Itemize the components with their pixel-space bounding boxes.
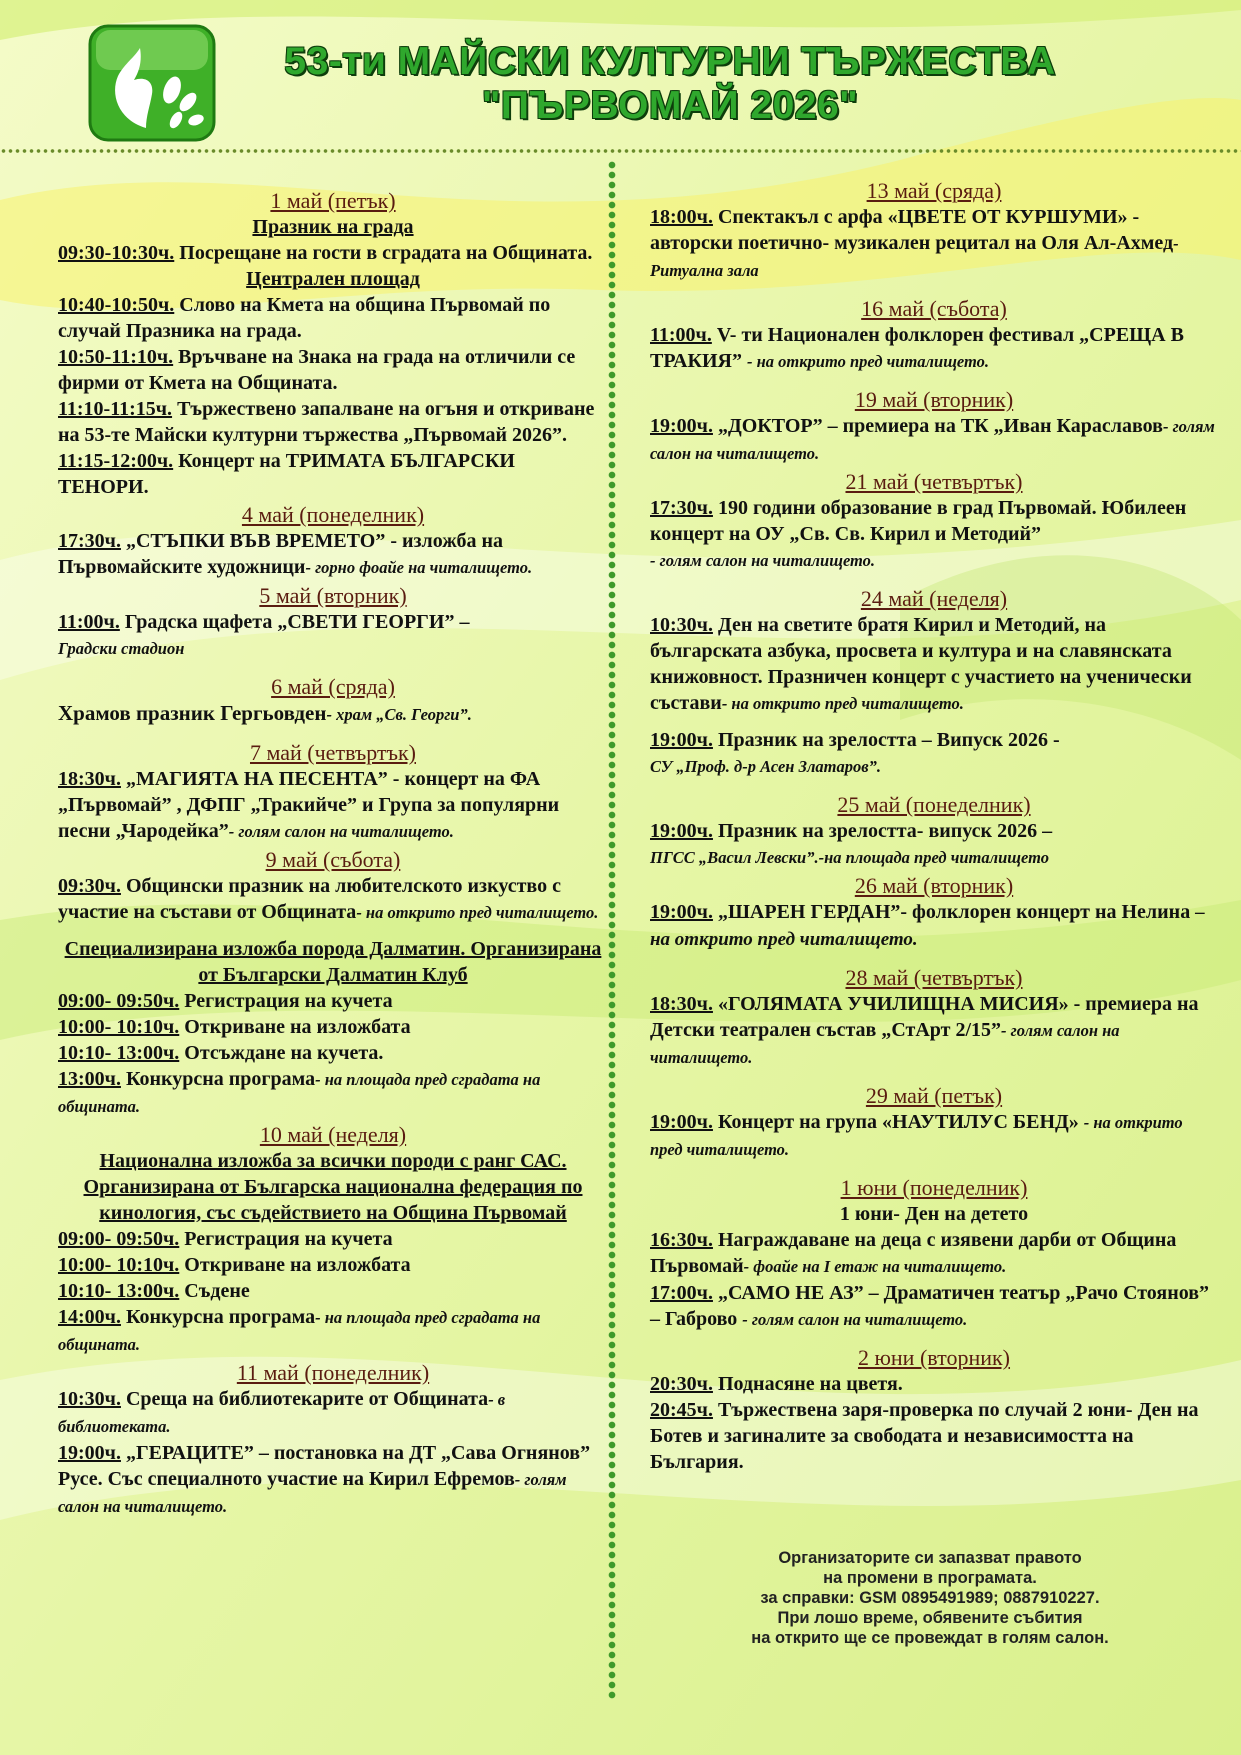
event-place: - голям салон на читалището. <box>58 1470 567 1516</box>
event-text: Общински празник на любителското изкуство с участие на състави от Общината <box>58 875 561 923</box>
event-text: Градска щафета „СВЕТИ ГЕОРГИ” – <box>119 611 470 633</box>
event-entry <box>58 873 608 926</box>
event-time: 13:00ч. <box>58 1068 121 1090</box>
date-heading: 9 май (събота) <box>265 847 401 872</box>
event-time: 10:10- 13:00ч. <box>58 1042 180 1064</box>
event-place: - на открито пред читалището. <box>721 694 964 713</box>
column-divider <box>607 160 617 1700</box>
event-text: Съдене <box>179 1280 250 1302</box>
event-time: 10:50-11:10ч. <box>58 346 174 368</box>
date-heading: 1 май (петък) <box>270 188 396 213</box>
date-heading: 26 май (вторник) <box>854 873 1014 898</box>
event-time: 14:00ч. <box>58 1306 121 1328</box>
event-text: „ШАРЕН ГЕРДАН”- фолклорен концерт на Нелина <box>712 901 1191 923</box>
event-entry <box>650 899 1218 953</box>
event-text: Храмов празник Гергьовден <box>58 701 327 725</box>
event-place: - голям салон на читалището. <box>650 551 876 570</box>
event-entry <box>650 1371 1218 1397</box>
date-heading: 2 юни (вторник) <box>857 1345 1011 1370</box>
event-entry <box>58 396 608 448</box>
event-time: 10:30ч. <box>58 1388 121 1410</box>
event-time: 18:30ч. <box>58 768 121 790</box>
event-time: 18:30ч. <box>650 993 713 1015</box>
event-entry <box>58 988 608 1014</box>
event-text: Ден на светите братя Кирил и Методий, на българската азбука, просвета и култура и на славянската книжовност. Празничен концерт с участието на ученически състави <box>650 614 1192 714</box>
event-text: Концерт на ТРИМАТА БЪЛГАРСКИ ТЕНОРИ. <box>58 450 515 498</box>
event-text: „МАГИЯТА НА ПЕСЕНТА” - концерт на ФА „Първомай” , ДФПГ „Тракийче” и Група за популярни песни „Чародейка” <box>58 768 560 842</box>
section-subheading: Специализирана изложба порода Далматин. Организирана от Български Далматин Клуб <box>64 938 602 986</box>
event-place: СУ „Проф. д-р Асен Златаров”. <box>650 757 882 776</box>
event-time: 10:40-10:50ч. <box>58 294 175 316</box>
event-place: - на открито пред читалището. <box>356 903 599 922</box>
section-subheading: 1 юни- Ден на детето <box>839 1203 1029 1225</box>
event-entry <box>58 1040 608 1066</box>
event-time: 17:30ч. <box>650 497 713 519</box>
event-time: 20:45ч. <box>650 1399 713 1421</box>
date-heading: 1 юни (понеделник) <box>840 1175 1028 1200</box>
date-heading: 28 май (четвъртък) <box>845 965 1023 990</box>
date-heading: 10 май (неделя) <box>259 1122 407 1147</box>
event-text: „САМО НЕ АЗ” – Драматичен театър „Рачо Стоянов” – Габрово <box>650 1282 1210 1330</box>
event-text: Спектакъл с арфа «ЦВЕТЕ ОТ КУРШУМИ» - авторски поетично- музикален рецитал на Оля Ал-Ахмед <box>650 206 1174 254</box>
event-text: Празник на зрелостта – Випуск 2026 - <box>712 729 1060 751</box>
event-text: Откриване на изложбата <box>179 1016 411 1038</box>
event-entry <box>58 609 608 662</box>
event-time: 19:00ч. <box>650 820 713 842</box>
event-entry <box>650 1227 1218 1280</box>
event-time: 19:00ч. <box>650 901 713 923</box>
event-time: 10:00- 10:10ч. <box>58 1254 180 1276</box>
event-time: 20:30ч. <box>650 1373 713 1395</box>
event-time: 19:00ч. <box>650 729 713 751</box>
event-text: 190 години образование в град Първомай. Юбилеен концерт на ОУ „Св. Св. Кирил и Методий” <box>650 497 1187 545</box>
date-heading: 19 май (вторник) <box>854 387 1014 412</box>
date-heading: 24 май (неделя) <box>860 586 1008 611</box>
event-entry <box>58 1278 608 1304</box>
event-text: V- ти Национален фолклорен фестивал „СРЕЩА В ТРАКИЯ” <box>650 324 1184 372</box>
event-text: Награждаване на деца с изявени дарби от Община Първомай <box>650 1229 1177 1277</box>
event-entry <box>58 344 608 396</box>
date-heading: 6 май (сряда) <box>271 674 395 699</box>
event-text: Тържествено запалване на огъня и откриване на 53-те Майски културни тържества „Първомай 2026”. <box>58 398 595 446</box>
event-time: 17:30ч. <box>58 530 121 552</box>
event-place: - храм „Св. Георги”. <box>326 705 472 724</box>
event-time: 16:30ч. <box>650 1229 713 1251</box>
section-subheading: Национална изложба за всички породи с ранг САС. Организирана от Българска национална федерация по кинология, със съдействието на Община Първомай <box>83 1150 583 1224</box>
event-time: 10:30ч. <box>650 614 713 636</box>
date-heading: 13 май (сряда) <box>866 178 1002 203</box>
event-entry <box>58 1252 608 1278</box>
event-time: 10:00- 10:10ч. <box>58 1016 180 1038</box>
footer-line: Организаторите си запазват правото <box>778 1549 1082 1567</box>
event-time: 09:30-10:30ч. <box>58 242 175 264</box>
event-entry <box>650 204 1218 284</box>
event-text: Конкурсна програма <box>120 1068 316 1090</box>
event-time: 11:00ч. <box>58 611 120 633</box>
event-place: - горно фоайе на читалището. <box>305 558 533 577</box>
event-entry <box>650 322 1218 375</box>
event-text: „ГЕРАЦИТЕ” – постановка на ДТ „Сава Огнянов” Русе. Със специалното участие на Кирил Ефремов <box>58 1442 591 1490</box>
event-entry <box>58 1440 608 1520</box>
footer-line: При лошо време, обявените събития <box>777 1609 1083 1627</box>
event-text: Концерт на група «НАУТИЛУС БЕНД» <box>712 1111 1079 1133</box>
event-text: Откриване на изложбата <box>179 1254 411 1276</box>
section-subheading: Празник на града <box>252 216 414 238</box>
right-column <box>650 176 1218 1475</box>
event-time: 11:15-12:00ч. <box>58 450 174 472</box>
event-place: - на открито пред читалището. <box>746 352 990 371</box>
event-entry <box>650 1109 1218 1163</box>
event-text: Регистрация на кучета <box>179 990 393 1012</box>
event-entry <box>650 1280 1218 1333</box>
event-time: 09:00- 09:50ч. <box>58 990 180 1012</box>
event-place: Градски стадион <box>58 639 185 658</box>
event-entry <box>58 700 608 728</box>
date-heading: 11 май (понеделник) <box>236 1360 430 1385</box>
event-time: 11:00ч. <box>650 324 712 346</box>
event-place: - в библиотеката. <box>58 1390 506 1436</box>
event-entry <box>58 1226 608 1252</box>
footer-note <box>660 1548 1200 1648</box>
event-text: Празник на зрелостта- випуск 2026 – <box>712 820 1053 842</box>
event-text: Посрещане на гости в сградата на Общината. <box>174 242 593 264</box>
date-heading: 25 май (понеделник) <box>837 792 1031 817</box>
event-place: - голям салон на читалището. <box>742 1310 968 1329</box>
event-place: ПГСС „Васил Левски”.-на площада пред читалището <box>650 848 1049 867</box>
event-text: „СТЪПКИ ВЪВ ВРЕМЕТО” - изложба на Първомайските художници <box>58 530 504 578</box>
date-heading: 4 май (понеделник) <box>241 502 425 527</box>
event-entry <box>58 1304 608 1358</box>
event-time: 10:10- 13:00ч. <box>58 1280 180 1302</box>
event-place: - на площада пред сградата на общината. <box>58 1308 541 1354</box>
event-entry <box>650 413 1218 467</box>
event-place: – на открито пред читалището. <box>650 902 1205 950</box>
date-heading: 7 май (четвъртък) <box>249 740 416 765</box>
footer-line: на открито ще се провеждат в голям салон. <box>751 1629 1109 1647</box>
event-text: Среща на библиотекарите от Общината <box>120 1388 489 1410</box>
footer-line: на промени в програмата. <box>823 1569 1037 1587</box>
event-entry <box>58 292 608 344</box>
event-time: 18:00ч. <box>650 206 713 228</box>
event-place: - голям салон на читалището. <box>650 1021 1120 1067</box>
event-text: „ДОКТОР” – премиера на ТК „Иван Караславов <box>712 415 1163 437</box>
event-entry <box>58 1386 608 1440</box>
event-place: - фоайе на I етаж на читалището. <box>743 1257 1007 1276</box>
event-entry <box>58 1014 608 1040</box>
page-title <box>220 40 1120 128</box>
event-time: 09:30ч. <box>58 875 121 897</box>
event-text: «ГОЛЯМАТА УЧИЛИЩНА МИСИЯ» - премиера на Детски театрален състав „СтАрт 2/15” <box>650 993 1199 1041</box>
event-place: - голям салон на читалището. <box>228 822 454 841</box>
date-heading: 5 май (вторник) <box>259 583 407 608</box>
event-time: 17:00ч. <box>650 1282 713 1304</box>
event-entry <box>650 818 1218 871</box>
footer-contact: за справки: GSM 0895491989; 0887910227. <box>760 1589 1100 1607</box>
event-entry <box>650 495 1218 574</box>
date-heading: 21 май (четвъртък) <box>845 469 1023 494</box>
event-entry <box>650 1397 1218 1475</box>
event-time: 11:10-11:15ч. <box>58 398 173 420</box>
title-line-1: 53-ти МАЙСКИ КУЛТУРНИ ТЪРЖЕСТВА <box>284 40 1056 83</box>
event-entry <box>58 240 608 266</box>
logo-icon <box>88 24 216 142</box>
event-entry <box>650 727 1218 780</box>
section-subheading: Централен площад <box>246 268 420 290</box>
event-entry <box>58 448 608 500</box>
event-text: Тържествена заря-проверка по случай 2 юни- Ден на Ботев и загиналите за свободата и независимостта на България. <box>650 1399 1199 1473</box>
event-time: 19:00ч. <box>58 1442 121 1464</box>
event-text: Регистрация на кучета <box>179 1228 393 1250</box>
title-line-2: "ПЪРВОМАЙ 2026" <box>481 84 859 127</box>
event-time: 19:00ч. <box>650 1111 713 1133</box>
left-column <box>58 186 608 1520</box>
event-text: Отсъждане на кучета. <box>179 1042 384 1064</box>
event-text: Слово на Кмета на община Първомай по случай Празника на града. <box>58 294 551 342</box>
header-divider <box>0 148 1241 154</box>
event-entry <box>650 991 1218 1071</box>
date-heading: 16 май (събота) <box>861 296 1007 321</box>
event-time: 19:00ч. <box>650 415 713 437</box>
event-text: Конкурсна програма <box>120 1306 316 1328</box>
event-place: - Ритуална зала <box>650 234 1179 280</box>
event-text: Връчване на Знака на града на отличили се фирми от Кмета на Общината. <box>58 346 576 394</box>
date-heading: 29 май (петък) <box>865 1083 1003 1108</box>
event-text: Поднасяне на цветя. <box>712 1373 903 1395</box>
event-time: 09:00- 09:50ч. <box>58 1228 180 1250</box>
event-entry <box>58 528 608 581</box>
event-entry <box>58 766 608 845</box>
event-place: - на площада пред сградата на общината. <box>58 1070 541 1116</box>
event-place: - на открито пред читалището. <box>650 1113 1183 1159</box>
event-entry <box>650 612 1218 717</box>
event-entry <box>58 1066 608 1120</box>
event-place: - голям салон на читалището. <box>650 417 1215 463</box>
